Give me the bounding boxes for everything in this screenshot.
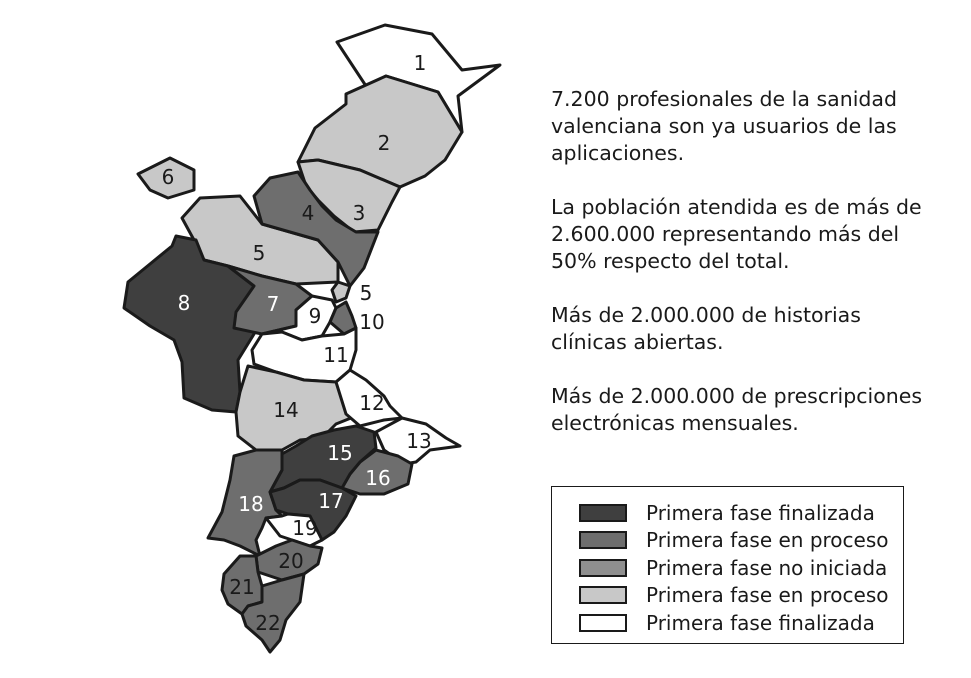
region-label-5: 5 [252, 241, 266, 265]
region-label-1: 1 [413, 51, 427, 75]
region-label-15: 15 [327, 441, 353, 465]
region-5b[interactable] [332, 282, 350, 302]
region-label-20: 20 [278, 549, 304, 573]
legend-label: Primera fase en proceso [646, 583, 889, 608]
region-label-16: 16 [365, 466, 391, 490]
region-label-12: 12 [359, 391, 385, 415]
region-label-2: 2 [377, 131, 391, 155]
region-label-5b: 5 [359, 281, 373, 305]
legend-swatch [579, 586, 627, 604]
legend-label: Primera fase en proceso [646, 528, 889, 553]
legend-swatch [579, 504, 627, 522]
legend-swatch [579, 559, 627, 577]
region-label-4: 4 [301, 201, 315, 225]
region-label-22: 22 [255, 611, 281, 635]
region-label-13: 13 [406, 429, 432, 453]
legend-item [579, 609, 903, 637]
region-label-10: 10 [359, 310, 385, 334]
region-label-3: 3 [352, 201, 366, 225]
legend-label: Primera fase finalizada [646, 500, 875, 525]
legend-item [579, 499, 903, 527]
region-label-11: 11 [323, 343, 349, 367]
legend-label: Primera fase finalizada [646, 610, 875, 635]
region-label-21: 21 [229, 575, 255, 599]
info-paragraph-prescriptions: Más de 2.000.000 de prescripciones electrónicas mensuales. [551, 384, 923, 435]
info-paragraph-histories: Más de 2.000.000 de historias clínicas abiertas. [551, 303, 861, 354]
region-label-6: 6 [161, 165, 175, 189]
legend-item [579, 554, 903, 582]
region-label-8: 8 [177, 291, 191, 315]
info-paragraph-population: La población atendida es de más de 2.600.000 representando más del 50% respecto del total. [551, 195, 922, 273]
legend-label: Primera fase no iniciada [646, 555, 888, 580]
info-text-block [551, 86, 931, 464]
legend-item [579, 582, 903, 610]
region-label-14: 14 [273, 398, 299, 422]
legend-swatch [579, 531, 627, 549]
region-label-7: 7 [266, 292, 280, 316]
info-paragraph-users: 7.200 profesionales de la sanidad valenciana son ya usuarios de las aplicaciones. [551, 87, 897, 165]
region-label-9: 9 [308, 304, 322, 328]
legend-item [579, 527, 903, 555]
legend-swatch [579, 614, 627, 632]
map-legend [551, 486, 904, 644]
region-label-18: 18 [238, 492, 264, 516]
region-label-19: 19 [292, 516, 318, 540]
region-label-17: 17 [318, 489, 344, 513]
